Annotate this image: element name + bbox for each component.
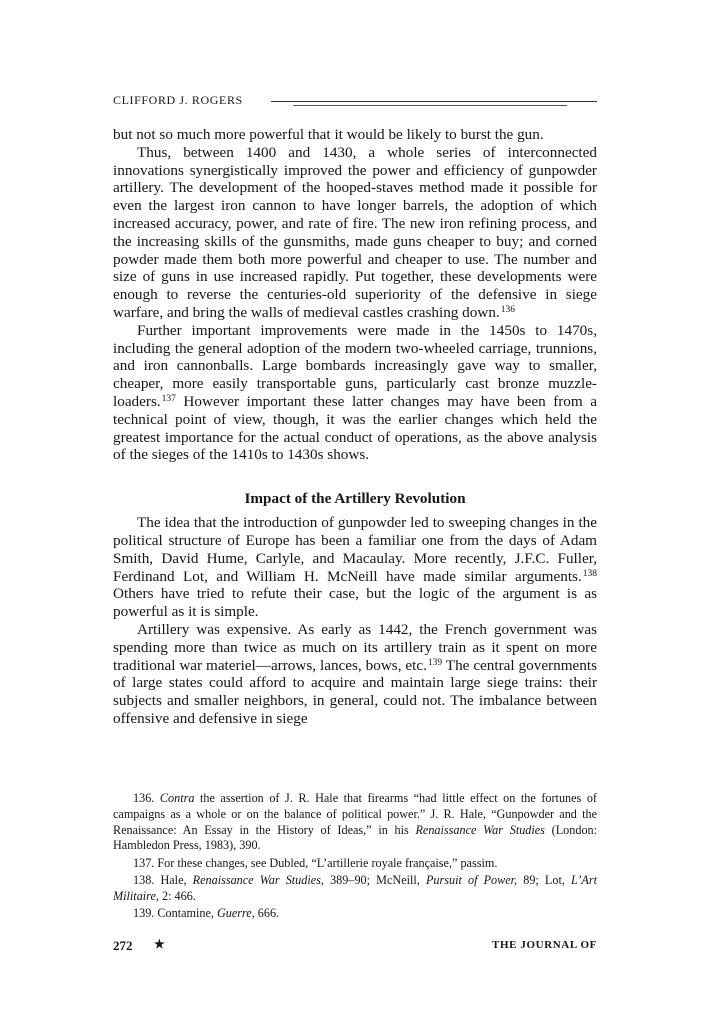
running-head-author: CLIFFORD J. ROGERS: [113, 93, 243, 107]
footnote-136-text-2: (London: Hambledon Press, 1983), 390.: [113, 822, 598, 853]
footnote-139: [113, 906, 597, 922]
footnote-136-number: 136.: [133, 791, 155, 805]
footnote-138-italic-3: L’Art Militaire,: [113, 872, 597, 903]
paragraph-4: [113, 514, 597, 621]
paragraph-2-text: Thus, between 1400 and 1430, a whole series of interconnected innovations synergistically improved the power and efficiency of gunpowder artillery. The development of the hooped-staves method made it possible for even the largest iron cannon to have longer barrels, the adoption of which increased accuracy, power, and rate of fire. The new iron refining process, and the increasing skills of the gunsmiths, made guns cheaper to buy; and corned powder made them both more powerful and cheaper to use. The number and size of guns in use increased rapidly. Put together, these developments were enough to reverse the centuries-old superiority of the defensive in siege warfare, and bring the walls of medieval castles crashing down.: [113, 143, 597, 321]
footnote-138-italic-1: Renaissance War Studies,: [192, 872, 324, 887]
paragraph-1: [113, 126, 597, 144]
paragraph-4-text-a: The idea that the introduction of gunpowder led to sweeping changes in the political structure of Europe has been a familiar one from the days of Adam Smith, David Hume, Carlyle, and Macaulay. More recently, J.F.C. Fuller, Ferdinand Lot, and William H. McNeill have made similar arguments.: [113, 514, 597, 585]
page-footer: [113, 938, 597, 956]
page-number: 272: [113, 938, 133, 953]
footnotes: [113, 791, 597, 923]
paragraph-5-text-b: The central governments of large states could afford to acquire and maintain large siege trains: their subjects and smaller neighbors, in general, could not. The imbalance between offensive and defensive in siege: [113, 656, 597, 727]
footnote-ref-139: 139: [427, 657, 443, 668]
footnote-ref-138: 138: [582, 568, 597, 579]
section-heading: Impact of the Artillery Revolution: [244, 490, 466, 508]
paragraph-1-text: but not so much more powerful that it would be likely to burst the gun.: [113, 126, 544, 143]
journal-name: THE JOURNAL OF: [492, 939, 597, 951]
footnote-139-text-1: Contamine,: [157, 906, 217, 921]
footnote-136-text-1: the assertion of J. R. Hale that firearms “had little effect on the fortunes of campaigns as a whole or on the balance of political power.” J. R. Hale, “Gunpowder and the Renaissance: An Essay in the History of Ideas,” in his: [113, 791, 597, 837]
footnote-139-text-2: 666.: [254, 906, 280, 921]
footnote-138-italic-2: Pursuit of Power,: [425, 872, 518, 887]
footnote-136: [113, 791, 597, 854]
running-header: [113, 93, 597, 109]
footnote-138-text-2: 389–90; McNeill,: [323, 872, 426, 887]
footnote-137: [113, 856, 597, 872]
paragraph-3: [113, 322, 597, 464]
footnote-136-italic-2: Renaissance War Studies: [415, 822, 545, 837]
header-rule-bottom: [293, 105, 567, 106]
paragraph-3-text-a: Further important improvements were made in the 1450s to 1470s, including the general adoption of the modern two-wheeled carriage, trunnions, and iron cannonballs. Large bombards increasingly gave way to smaller, cheaper, more easily transportable guns, particularly cast bronze muzzle-loaders.: [113, 321, 597, 410]
footnote-139-number: 139.: [133, 906, 155, 921]
paragraph-2: [113, 144, 597, 322]
footnote-136-italic-1: Contra: [159, 791, 195, 805]
footnote-138-text-1: Hale,: [160, 872, 193, 887]
paragraph-5: [113, 621, 597, 728]
star-icon: ★: [154, 937, 165, 951]
footnote-138-text-3: 89; Lot,: [517, 872, 572, 887]
footnote-138: [113, 873, 597, 905]
footnote-137-number: 137.: [133, 855, 155, 870]
main-text: [113, 126, 597, 728]
footnote-138-text-4: 2: 466.: [158, 888, 196, 903]
footnote-139-italic-1: Guerre,: [216, 906, 255, 921]
header-rule-top: [271, 101, 597, 102]
paragraph-5-text-a: Artillery was expensive. As early as 1442, the French government was spending more than twice as much on its artillery train as it spent on more traditional war materiel—arrows, lances, bows, etc.: [113, 620, 597, 674]
footnote-ref-136: 136: [500, 304, 515, 315]
paragraph-3-text-b: However important these latter changes may have been from a technical point of view, though, it was the earlier changes which held the greatest importance for the actual conduct of operations, as the above analysis of the sieges of the 1410s to 1430s shows.: [113, 392, 597, 464]
footnote-137-text: For these changes, see Dubled, “L’artillerie royale française,” passim.: [157, 855, 498, 870]
footnote-ref-137: 137: [161, 393, 176, 404]
footnote-138-number: 138.: [133, 872, 155, 887]
paragraph-4-text-b: Others have tried to refute their case, but the logic of the argument is as powerful as it is simple.: [113, 585, 597, 621]
